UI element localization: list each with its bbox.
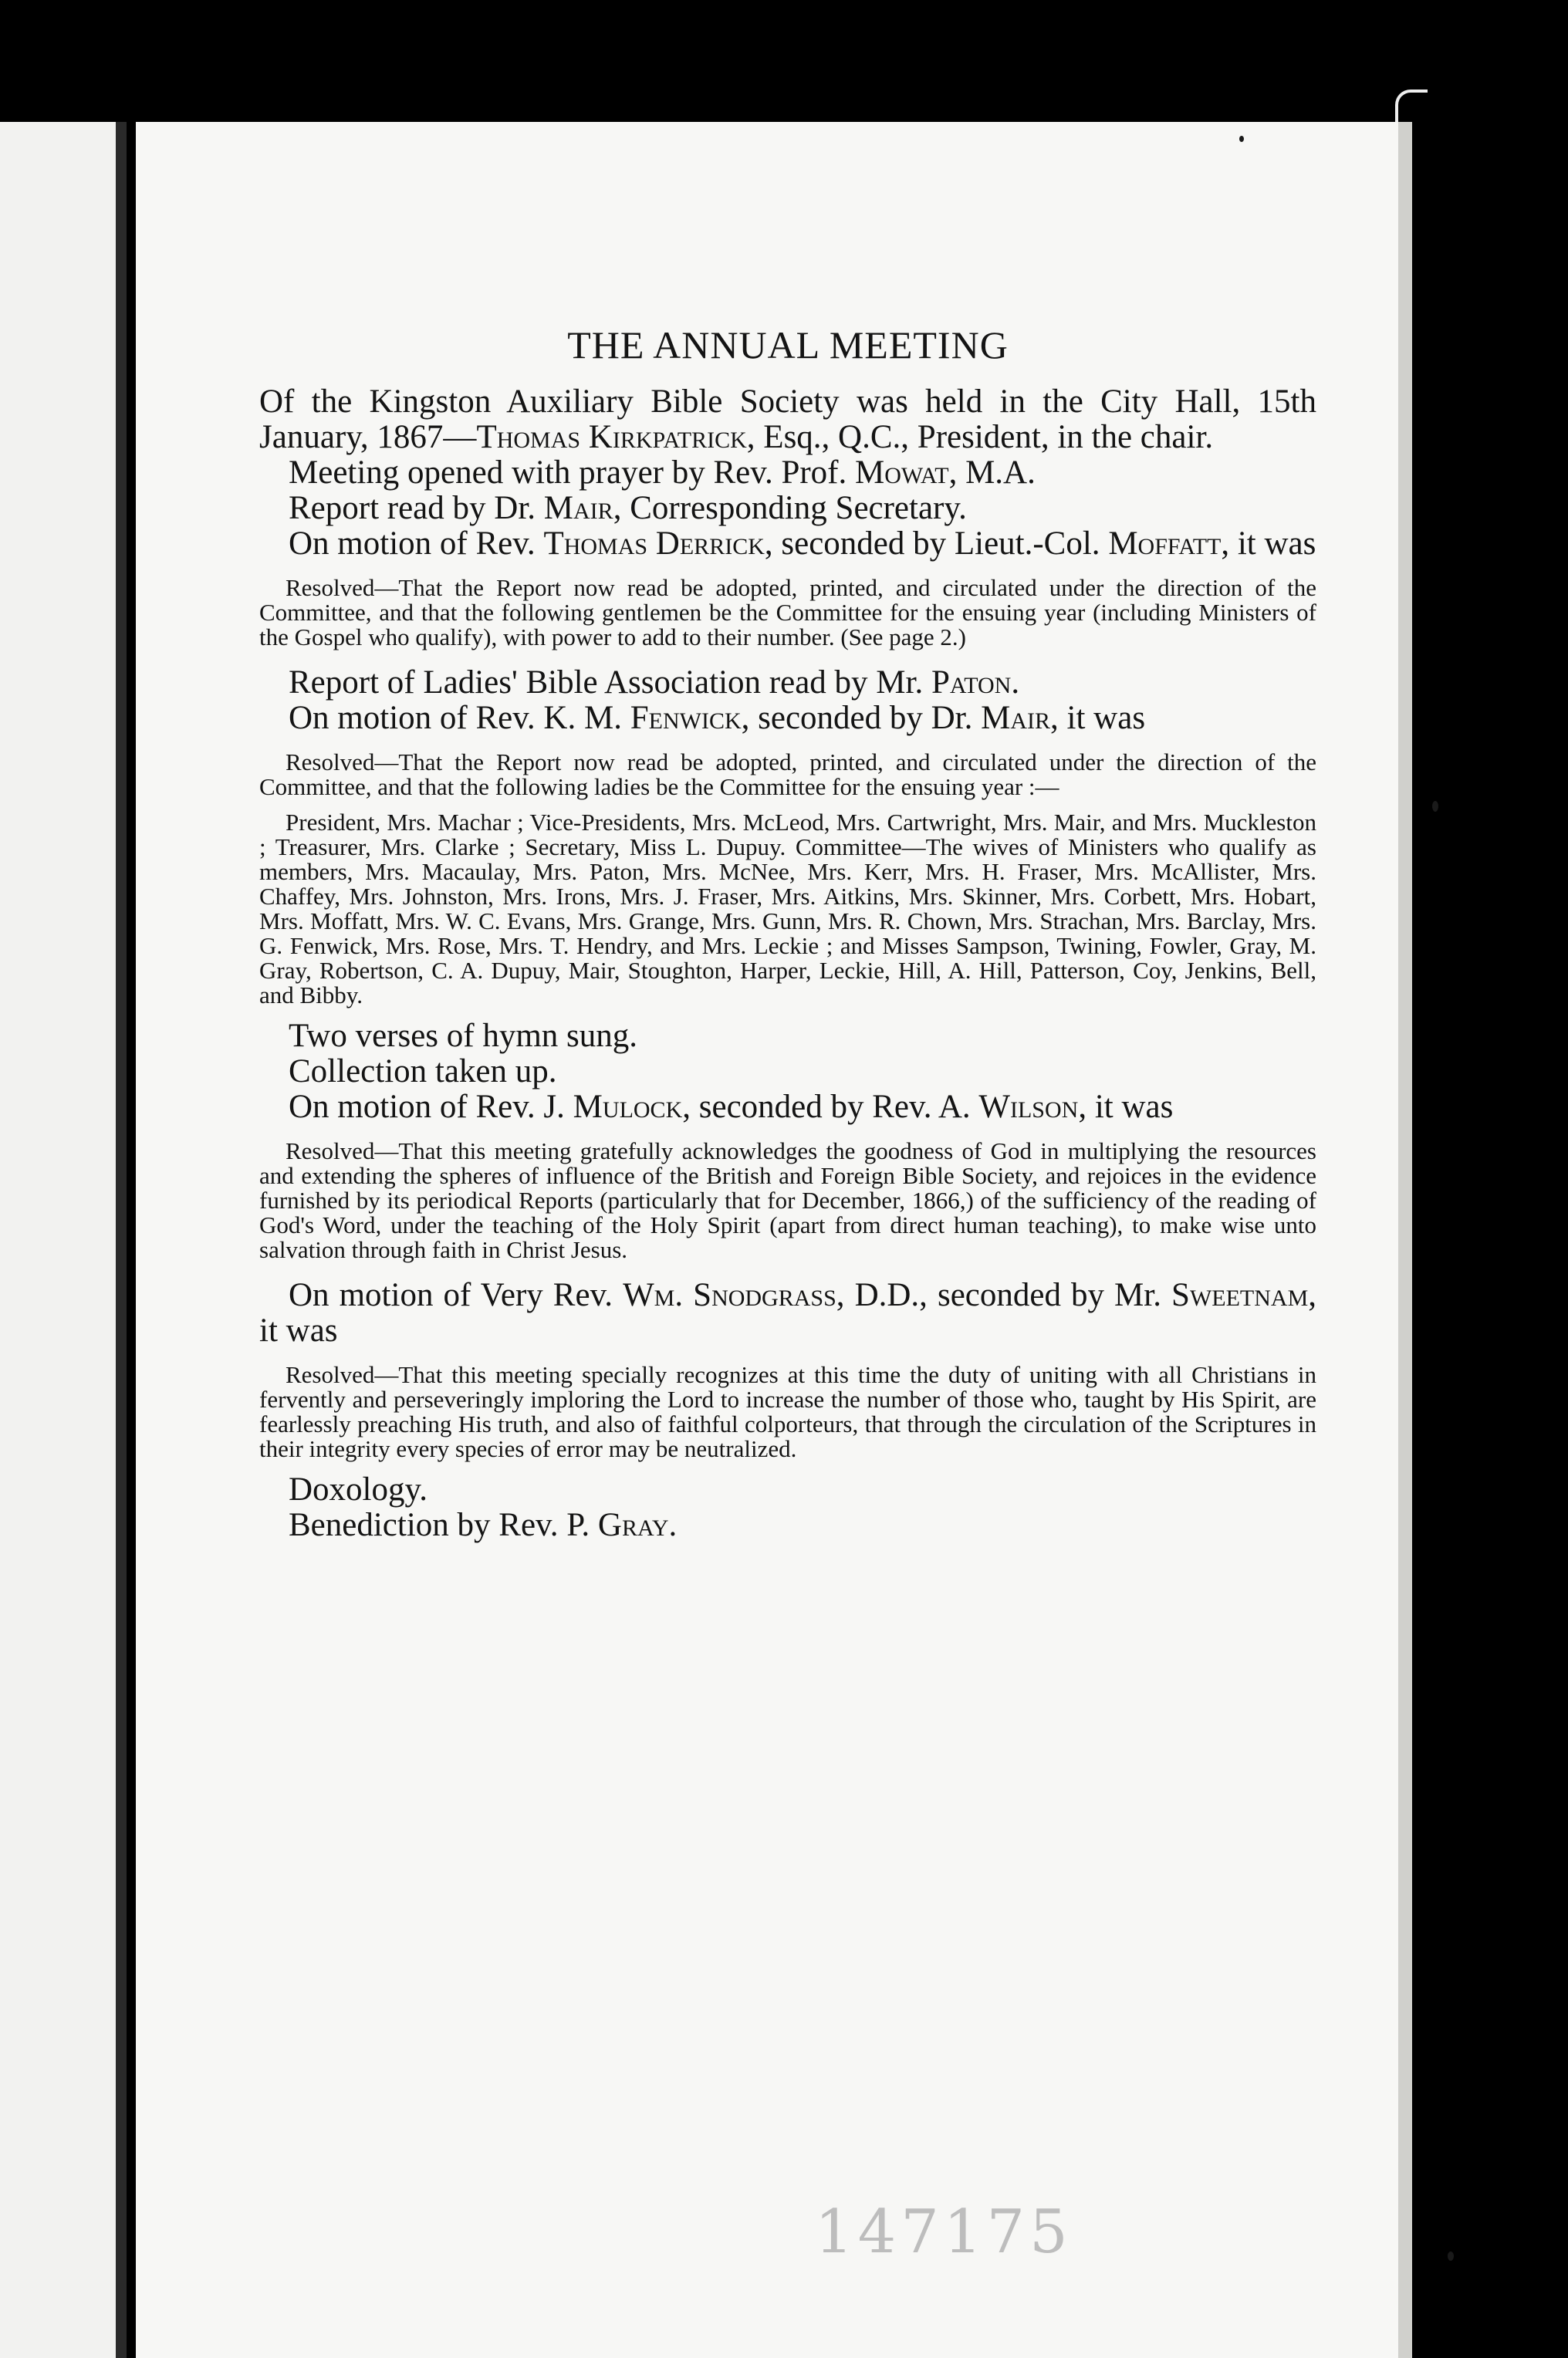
text-run: Report of Ladies' Bible Association read by Mr. <box>289 664 931 701</box>
name-smallcaps: Mair <box>981 700 1051 736</box>
document-page <box>136 122 1398 2358</box>
text-run: , it was <box>259 1277 1317 1349</box>
page-title: THE ANNUAL MEETING <box>567 323 1009 367</box>
text-run: Report read by Dr. <box>289 490 544 526</box>
name-smallcaps: Thomas Derrick <box>543 525 765 562</box>
text-run: Resolved—That this meeting gratefully acknowledges the goodness of God in multiplying the resources and extending the spheres of influence of the British and Foreign Bible Society, and rejoices in the evidence furnished by its periodical Reports (particularly that for December, 1866,) of the sufficiency of the reading of God's Word, under the teaching of the Holy Spirit (apart from direct human teaching), to make wise unto salvation through faith in Christ Jesus. <box>259 1137 1316 1263</box>
page-shadow <box>1398 122 1412 2358</box>
paragraph-benediction <box>259 1508 1316 1543</box>
paragraph-resolved-2 <box>259 750 1316 799</box>
text-run: , Corresponding Secretary. <box>613 490 967 526</box>
name-smallcaps: Paton <box>931 664 1012 701</box>
text-run: . <box>668 1507 678 1543</box>
name-smallcaps: Mowat <box>855 454 949 491</box>
paragraph-ladies-list <box>259 810 1316 1008</box>
text-run: Doxology. <box>289 1471 427 1508</box>
document-body <box>259 384 1316 1543</box>
name-smallcaps: Sweetnam <box>1171 1277 1309 1313</box>
ink-speck <box>1239 136 1244 142</box>
text-run: Two verses of hymn sung. <box>289 1018 638 1054</box>
ink-speck <box>1432 801 1438 812</box>
paragraph-motion-2 <box>259 701 1316 736</box>
text-run: On motion of Very Rev. <box>289 1277 623 1313</box>
text-run: . <box>1011 664 1020 701</box>
text-run: On motion of Rev. J. <box>289 1089 573 1125</box>
text-run: , D.D., seconded by Mr. <box>836 1277 1172 1313</box>
accession-number-stamp: 147175 <box>815 2198 1073 2267</box>
text-run: , it was <box>1050 700 1146 736</box>
text-run: Resolved—That the Report now read be adopted, printed, and circulated under the direction of the Committee, and that the following ladies be the Committee for the ensuing year :— <box>259 748 1316 800</box>
text-run: , seconded by Dr. <box>741 700 982 736</box>
text-run: On motion of Rev. K. M. <box>289 700 630 736</box>
text-run: , M.A. <box>948 454 1036 491</box>
paragraph-intro <box>259 384 1316 455</box>
name-smallcaps: Moffatt <box>1108 525 1222 562</box>
text-run: Benediction by Rev. P. <box>289 1507 598 1543</box>
text-run: Meeting opened with prayer by Rev. Prof. <box>289 454 856 491</box>
name-smallcaps: Thomas Kirkpatrick <box>476 419 747 455</box>
name-smallcaps: Wm. Snodgrass <box>623 1277 836 1313</box>
text-run: , Esq., Q.C., President, in the chair. <box>746 419 1214 455</box>
text-run: Of the Kingston Auxiliary Bible Society was held in the City Hall, 15th January, 1867— <box>259 383 1316 455</box>
paragraph-ladies-report <box>259 665 1316 701</box>
text-run: , seconded by Lieut.-Col. <box>764 525 1109 562</box>
adjacent-page-edge <box>0 122 127 2358</box>
text-run: , seconded by Rev. A. <box>682 1089 979 1125</box>
paragraph-resolved-4 <box>259 1363 1316 1461</box>
paragraph-doxology <box>259 1472 1316 1508</box>
text-run: Resolved—That this meeting specially recognizes at this time the duty of uniting with all Christians in fervently and perseveringly imploring the Lord to increase the number of those who, taught by His Spirit, are fearlessly preaching His truth, and also of faithful colporteurs, that through the circulation of the Scriptures in their integrity every species of error may be neutralized. <box>259 1361 1316 1462</box>
name-smallcaps: Fenwick <box>630 700 742 736</box>
page-content <box>259 323 1316 1543</box>
page-corner-mark <box>1395 90 1428 123</box>
ink-speck <box>1448 2252 1454 2261</box>
paragraph-resolved-1 <box>259 576 1316 650</box>
paragraph-motion-1 <box>259 526 1316 562</box>
paragraph-resolved-3 <box>259 1139 1316 1262</box>
text-run: On motion of Rev. <box>289 525 544 562</box>
paragraph-motion-3 <box>259 1089 1316 1125</box>
paragraph-motion-4 <box>259 1278 1316 1349</box>
paragraph-report-read <box>259 491 1316 526</box>
text-run: Resolved—That the Report now read be adopted, printed, and circulated under the direction of the Committee, and that the following gentlemen be the Committee for the ensuing year (including Ministers of the Gospel who qualify), with power to add to their number. (See page 2.) <box>259 574 1316 650</box>
text-run: Collection taken up. <box>289 1053 557 1089</box>
text-run: President, Mrs. Machar ; Vice-Presidents, Mrs. McLeod, Mrs. Cartwright, Mrs. Mair, and Mrs. Muckleston ; Treasurer, Mrs. Clarke ; Secretary, Miss L. Dupuy. Committee—The wives of Ministers who qualify as members, Mrs. Macaulay, Mrs. Paton, Mrs. McNee, Mrs. Kerr, Mrs. H. Fraser, Mrs. McAllister, Mrs. Chaffey, Mrs. Johnston, Mrs. Irons, Mrs. J. Fraser, Mrs. Aitkins, Mrs. Skinner, Mrs. Corbett, Mrs. Hobart, Mrs. Moffatt, Mrs. W. C. Evans, Mrs. Grange, Mrs. Gunn, Mrs. R. Chown, Mrs. Strachan, Mrs. Barclay, Mrs. G. Fenwick, Mrs. Rose, Mrs. T. Hendry, and Mrs. Leckie ; and Misses Sampson, Twining, Fowler, Gray, M. Gray, Robertson, C. A. Dupuy, Mair, Stoughton, Harper, Leckie, Hill, A. Hill, Patterson, Coy, Jenkins, Bell, and Bibby. <box>259 809 1316 1008</box>
text-run: , it was <box>1078 1089 1174 1125</box>
paragraph-hymn <box>259 1019 1316 1054</box>
name-smallcaps: Mulock <box>573 1089 683 1125</box>
name-smallcaps: Gray <box>597 1507 669 1543</box>
name-smallcaps: Wilson <box>978 1089 1079 1125</box>
paragraph-collection <box>259 1054 1316 1089</box>
paragraph-prayer <box>259 455 1316 491</box>
name-smallcaps: Mair <box>543 490 613 526</box>
text-run: , it was <box>1221 525 1316 562</box>
